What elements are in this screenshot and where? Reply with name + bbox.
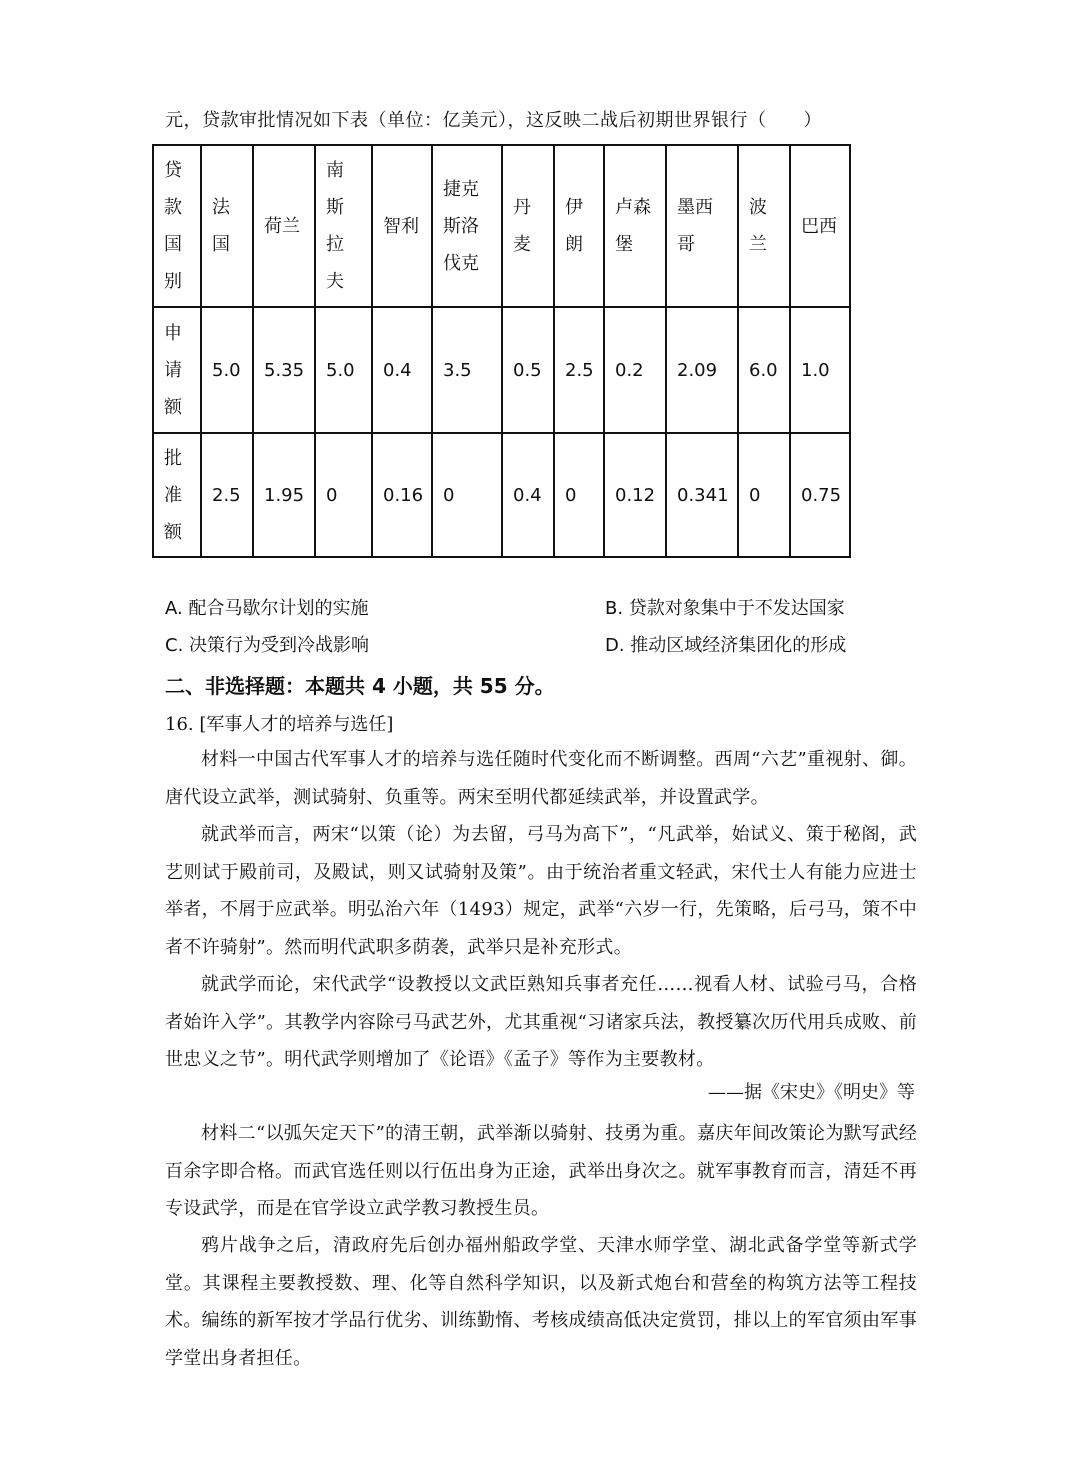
- material-paragraph-1: 材料一中国古代军事人才的培养与选任随时代变化而不断调整。西周“六艺”重视射、御。唐代设立武举，测试骑射、负重等。两宋至明代都延续武举，并设置武学。: [165, 749, 917, 808]
- table-cell: 0: [315, 433, 372, 557]
- table-cell: 0: [432, 433, 502, 557]
- table-cell: 0.4: [502, 433, 554, 557]
- table-header-cell: [738, 145, 790, 307]
- row-label-applied: 申请额: [164, 322, 182, 418]
- material-paragraph-3: 就武学而论，宋代武学“设教授以文武臣熟知兵事者充任……视看人材、试验弓马，合格者始许入学”。其教学内容除弓马武艺外，尤其重视“习诸家兵法，教授纂次历代用兵成败、前世忠义之节”。明代武学则增加了《论语》《孟子》等作为主要教材。: [165, 974, 917, 1070]
- table-cell: 1.0: [790, 307, 850, 433]
- question-intro: 元，贷款审批情况如下表（单位：亿美元），这反映二战后初期世界银行（ ）: [165, 110, 822, 131]
- section-title: 二、非选择题：本题共 4 小题，共 55 分。: [165, 674, 555, 698]
- table-cell: 2.5: [554, 307, 604, 433]
- header-france: 法国: [212, 197, 230, 255]
- table-header-cell: [153, 145, 201, 307]
- table-cell: 0.2: [604, 307, 666, 433]
- option-c[interactable]: C. 决策行为受到冷战影响: [165, 635, 370, 656]
- table-cell: 5.0: [315, 307, 372, 433]
- table-header-cell: [201, 145, 253, 307]
- table-cell: 0.5: [502, 307, 554, 433]
- table-header-cell: [790, 145, 850, 307]
- table-row-applied: [153, 307, 850, 433]
- source-citation: ——据《宋史》《明史》等: [708, 1082, 915, 1103]
- row-label-approved: 批准额: [164, 447, 182, 543]
- loan-table: [152, 144, 851, 558]
- table-header-cell: [604, 145, 666, 307]
- table-cell: 0: [738, 433, 790, 557]
- header-brazil: 巴西: [801, 215, 837, 237]
- header-chile: 智利: [383, 215, 419, 237]
- table-cell: 0.4: [372, 307, 432, 433]
- material-paragraph-5: 鸦片战争之后，清政府先后创办福州船政学堂、天津水师学堂、湖北武备学堂等新式学堂。其课程主要教授数、理、化等自然科学知识，以及新式炮台和营垒的构筑方法等工程技术。编练的新军按才学品行优劣、训练勤惰、考核成绩高低决定赏罚，排以上的军官须由军事学堂出身者担任。: [165, 1235, 917, 1369]
- table-header-row: [153, 145, 850, 307]
- table-header-cell: [554, 145, 604, 307]
- table-row-approved: [153, 433, 850, 557]
- table-header-cell: [253, 145, 315, 307]
- table-cell: 5.0: [201, 307, 253, 433]
- header-czechoslovakia: 捷克斯洛伐克: [443, 178, 479, 274]
- header-poland: 波兰: [749, 197, 767, 255]
- option-a[interactable]: A. 配合马歇尔计划的实施: [165, 598, 369, 619]
- option-b[interactable]: B. 贷款对象集中于不发达国家: [605, 598, 845, 619]
- table-cell: 6.0: [738, 307, 790, 433]
- row-label-cell: [153, 307, 201, 433]
- table-header-cell: [315, 145, 372, 307]
- table-cell: 0.12: [604, 433, 666, 557]
- row-label-cell: [153, 433, 201, 557]
- header-netherlands: 荷兰: [264, 215, 300, 237]
- question-title: 16. [军事人才的培养与选任]: [165, 714, 394, 735]
- table-header-cell: [432, 145, 502, 307]
- table-cell: 3.5: [432, 307, 502, 433]
- table-cell: 0.16: [372, 433, 432, 557]
- table-header-cell: [666, 145, 738, 307]
- material-paragraph-2: 就武举而言，两宋“以策（论）为去留，弓马为高下”，“凡武举，始试义、策于秘阁，武艺则试于殿前司，及殿试，则又试骑射及策”。由于统治者重文轻武，宋代士人有能力应进士举者，不屑于应武举。明弘治六年（1493）规定，武举“六岁一行，先策略，后弓马，策不中者不许骑射”。然而明代武职多荫袭，武举只是补充形式。: [165, 824, 917, 958]
- table-cell: 2.09: [666, 307, 738, 433]
- table-cell: 2.5: [201, 433, 253, 557]
- table-header-cell: [502, 145, 554, 307]
- header-luxembourg: 卢森堡: [615, 197, 651, 255]
- table-cell: 0.341: [666, 433, 738, 557]
- material-paragraph-4: 材料二“以弧矢定天下”的清王朝，武举渐以骑射、技勇为重。嘉庆年间改策论为默写武经百余字即合格。而武官选任则以行伍出身为正途，武举出身次之。就军事教育而言，清廷不再专设武学，而是在官学设立武学教习教授生员。: [165, 1123, 917, 1219]
- header-label-country: 贷款国别: [164, 160, 182, 292]
- option-d[interactable]: D. 推动区域经济集团化的形成: [605, 635, 847, 656]
- table-cell: 0.75: [790, 433, 850, 557]
- header-yugoslavia: 南斯拉夫: [326, 160, 344, 292]
- table-header-cell: [372, 145, 432, 307]
- table-cell: 0: [554, 433, 604, 557]
- header-mexico: 墨西哥: [677, 197, 713, 255]
- header-denmark: 丹麦: [513, 197, 531, 255]
- table-cell: 1.95: [253, 433, 315, 557]
- table-cell: 5.35: [253, 307, 315, 433]
- header-iran: 伊朗: [565, 197, 583, 255]
